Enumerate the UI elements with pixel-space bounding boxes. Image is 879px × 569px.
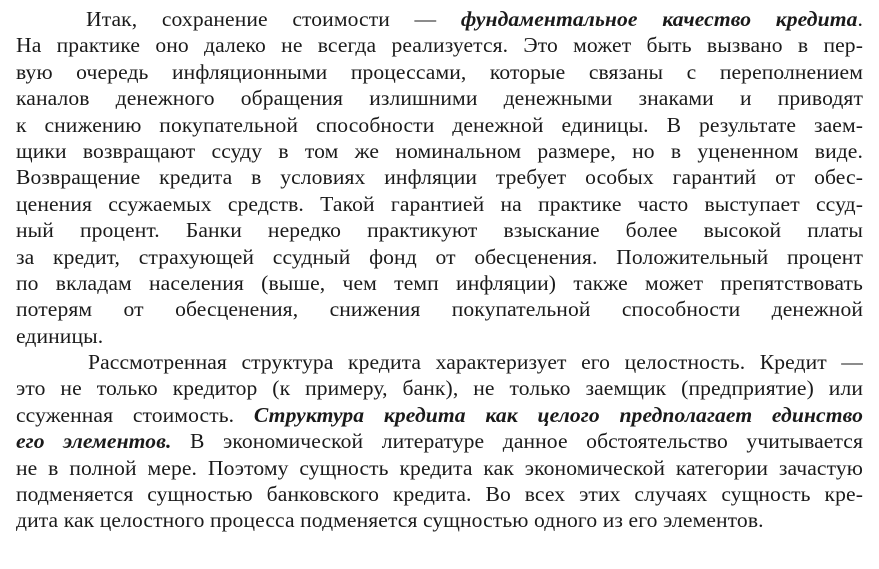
paragraph-1-line: каналов денежного обращения излишними денежными знаками и приводят xyxy=(16,86,863,111)
paragraph-2-line xyxy=(16,402,863,428)
paragraph-1-line: ный процент. Банки нередко практикуют взыскание более высокой платы xyxy=(16,218,863,243)
emphasized-term: его элементов. xyxy=(16,429,172,454)
paragraph-2-line: это не только кредитор (к примеру, банк), не только заемщик (предприятие) или xyxy=(16,376,863,401)
paragraph-1-line: к снижению покупательной способности денежной единицы. В результате заем- xyxy=(16,112,863,137)
emphasized-term: фундаментальное качество кредита xyxy=(460,7,858,31)
paragraph-2 xyxy=(16,349,863,534)
paragraph-2-line: не в полной мере. Поэтому сущность кредита как экономической категории зачастую xyxy=(16,455,863,480)
text-run: ссуженная стоимость. xyxy=(16,402,254,427)
paragraph-1-line xyxy=(16,6,863,32)
emphasized-term: Структура кредита как целого предполагает единство xyxy=(253,402,863,427)
paragraph-1-line: вую очередь инфляционными процессами, которые связаны с переполнением xyxy=(16,59,863,84)
paragraph-1-line: по вкладам населения (выше, чем темп инфляции) также может препятствовать xyxy=(16,270,863,295)
text-run: В экономической литературе данное обстоятельство учитывается xyxy=(171,429,863,454)
paragraph-1-line: щики возвращают ссуду в том же номинальном размере, но в уцененном виде. xyxy=(16,138,863,163)
text-run: . xyxy=(857,7,863,31)
paragraph-1-line: Возвращение кредита в условиях инфляции требует особых гарантий от обес- xyxy=(16,165,863,190)
document-page xyxy=(16,6,863,534)
paragraph-1-line: за кредит, страхующей ссудный фонд от обесценения. Положительный процент xyxy=(16,244,863,269)
paragraph-1-line: ценения ссужаемых средств. Такой гарантией на практике часто выступает ссуд- xyxy=(16,191,863,216)
paragraph-2-line: Рассмотренная структура кредита характеризует его целостность. Кредит — xyxy=(88,350,863,375)
paragraph-2-line xyxy=(16,428,863,454)
paragraph-1-line: потерям от обесценения, снижения покупательной способности денежной xyxy=(16,297,863,322)
paragraph-1 xyxy=(16,6,863,349)
paragraph-2-line: подменяется сущностью банковского кредита. Во всех этих случаях сущность кре- xyxy=(16,482,863,507)
text-run: Итак, сохранение стоимости — xyxy=(86,7,461,31)
paragraph-2-line: дита как целостного процесса подменяется сущностью одного из его элементов. xyxy=(16,508,764,533)
paragraph-1-line: На практике оно далеко не всегда реализуется. Это может быть вызвано в пер- xyxy=(16,33,863,58)
paragraph-1-line: единицы. xyxy=(16,323,104,348)
